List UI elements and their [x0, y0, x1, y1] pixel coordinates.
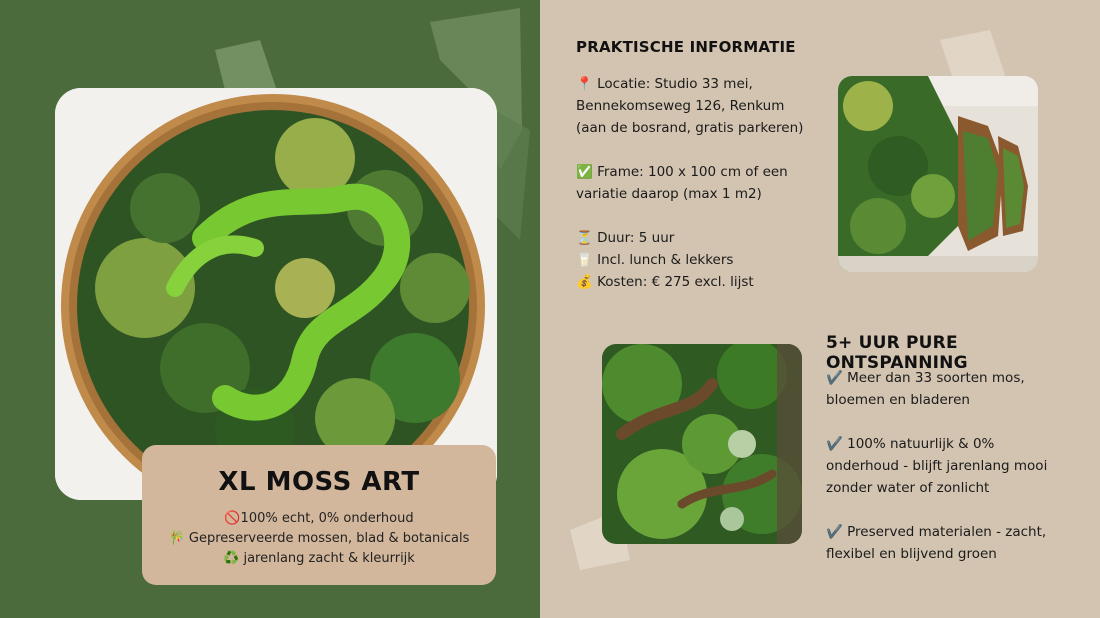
location-line: Bennekomseweg 126, Renkum — [576, 98, 785, 114]
location-line: 📍 Locatie: Studio 33 mei, — [576, 76, 753, 92]
location-line: (aan de bosrand, gratis parkeren) — [576, 120, 804, 136]
frame-line: variatie daarop (max 1 m2) — [576, 186, 762, 202]
info-text — [576, 73, 846, 293]
lunch-line: 🥛 Incl. lunch & lekkers — [576, 252, 734, 268]
benefit-line: ✔️ 100% natuurlijk & 0% — [826, 436, 995, 452]
benefit-line: bloemen en bladeren — [826, 392, 970, 408]
moss-closeup-image — [602, 344, 802, 544]
benefit-line: onderhoud - blijft jarenlang mooi — [826, 458, 1048, 474]
moss-art-photo — [55, 88, 497, 500]
left-panel — [0, 0, 540, 618]
benefit-line: flexibel en blijvend groen — [826, 546, 997, 562]
benefit-line: ✔️ Preserved materialen - zacht, — [826, 524, 1047, 540]
caption-title: XL MOSS ART — [218, 467, 420, 497]
caption-card — [142, 445, 496, 585]
caption-line: 🎋 Gepreserveerde mossen, blad & botanicals — [168, 531, 470, 546]
benefit-line: zonder water of zonlicht — [826, 480, 990, 496]
benefit-line: ✔️ Meer dan 33 soorten mos, — [826, 370, 1025, 386]
duration-line: ⏳ Duur: 5 uur — [576, 230, 675, 246]
cost-line: 💰 Kosten: € 275 excl. lijst — [576, 274, 754, 290]
right-panel — [540, 0, 1100, 618]
moss-detail-photo — [602, 344, 802, 544]
relax-text — [826, 367, 1086, 565]
hexagon-moss-wall-image — [838, 76, 1038, 272]
caption-line: ♻️ jarenlang zacht & kleurrijk — [223, 551, 415, 566]
caption-line: 🚫100% echt, 0% onderhoud — [224, 511, 414, 526]
moss-wall-photo — [838, 76, 1038, 272]
frame-line: ✅ Frame: 100 x 100 cm of een — [576, 164, 788, 180]
info-heading: PRAKTISCHE INFORMATIE — [576, 38, 796, 56]
round-moss-frame-image — [55, 88, 497, 500]
relax-heading: 5+ UUR PURE ONTSPANNING — [826, 333, 968, 373]
